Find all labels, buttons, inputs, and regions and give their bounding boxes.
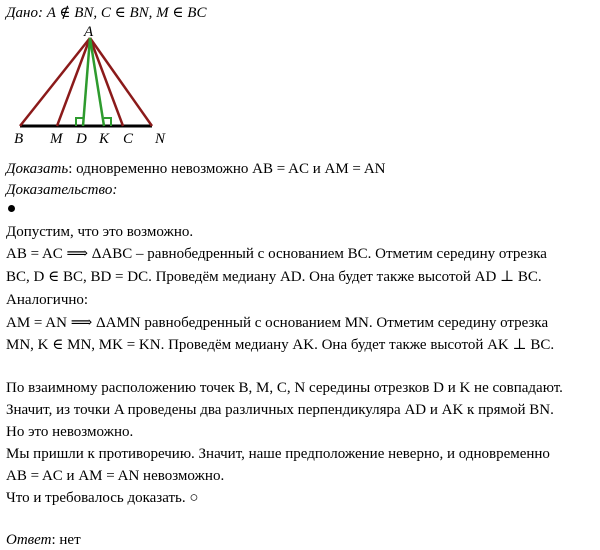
proof-line-1: Допустим, что это возможно. [6, 224, 194, 240]
proof-line-5: AM = AN ⟹ ΔAMN равнобедренный с основанием MN. Отметим середину отрезка [6, 315, 549, 331]
prove-text: : одновременно невозможно AB = AC и AM = AN [68, 161, 386, 177]
label-k: K [99, 131, 110, 147]
triangle-figure [0, 22, 180, 152]
answer-text: : нет [51, 532, 81, 548]
proof-line-12: Что и требовалось доказать. ○ [6, 490, 199, 506]
proof-line-7: По взаимному расположению точек B, M, C, N середины отрезков D и K не совпадают. [6, 380, 563, 396]
answer-label: Ответ [6, 532, 52, 548]
proof-label: Доказательство: [6, 182, 118, 198]
segment-ab [20, 38, 90, 126]
proof-line-2: AB = AC ⟹ ΔABC – равнобедренный с основанием BC. Отметим середину отрезка [6, 246, 547, 262]
segment-ak [90, 38, 104, 126]
bullet-icon [8, 205, 15, 212]
prove-line [6, 160, 385, 178]
label-n: N [155, 131, 166, 147]
answer-line [6, 531, 81, 549]
segment-an [90, 38, 152, 126]
segment-ac [90, 38, 123, 126]
proof-line-3: BC, D ∈ BC, BD = DC. Проведём медиану AD. Она будет также высотой AD ⊥ BC. [6, 269, 542, 285]
label-c: C [123, 131, 134, 147]
prove-label: Доказать [6, 161, 69, 177]
given-label: Дано [6, 5, 38, 21]
label-d: D [76, 131, 87, 147]
proof-line-10: Мы пришли к противоречию. Значит, наше предположение неверно, и одновременно [6, 446, 550, 462]
proof-line-4: Аналогично: [6, 292, 89, 308]
label-a: A [84, 24, 94, 40]
given-text: : A ∉ BN, C ∈ BN, M ∈ BC [38, 5, 207, 21]
proof-line-6: MN, K ∈ MN, MK = KN. Проведём медиану AK. Она будет также высотой AK ⊥ BC. [6, 337, 555, 353]
given-line [6, 4, 206, 22]
proof-line-8: Значит, из точки A проведены два различных перпендикуляра AD и AK к прямой BN. [6, 402, 554, 418]
proof-line-11: AB = AC и AM = AN невозможно. [6, 468, 225, 484]
label-m: M [50, 131, 63, 147]
label-b: B [14, 131, 24, 147]
proof-line-9: Но это невозможно. [6, 424, 134, 440]
